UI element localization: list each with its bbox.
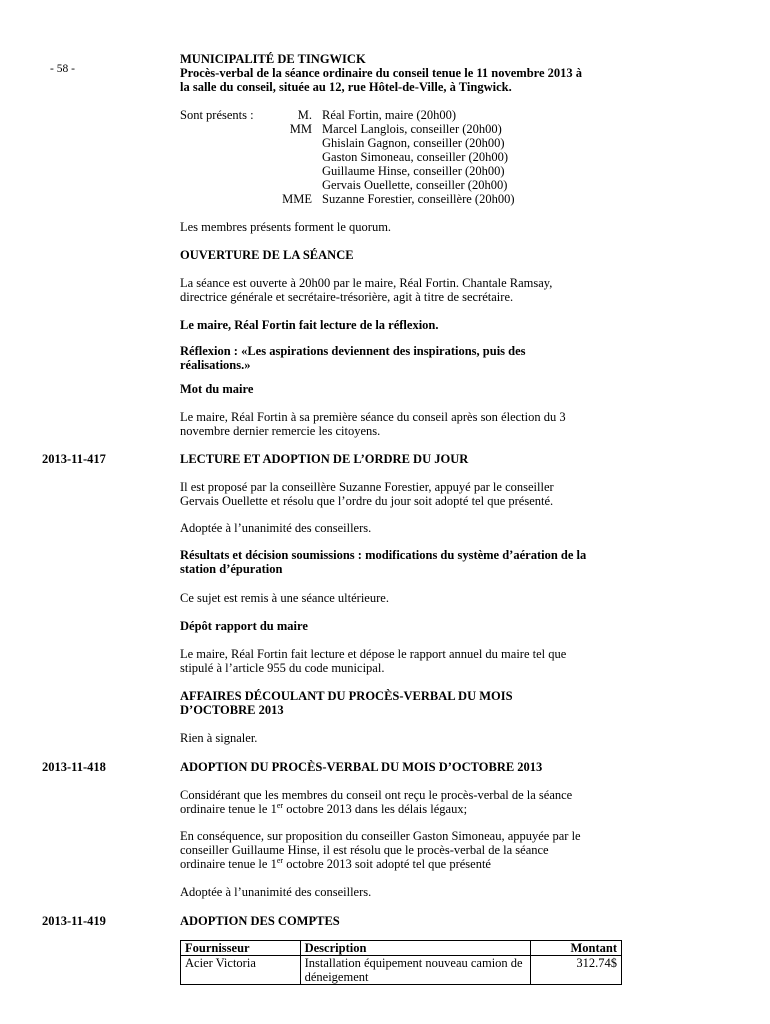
attendee-title: MM [289, 122, 312, 136]
attendee-name: Ghislain Gagnon, conseiller (20h00) [322, 136, 505, 150]
reflexion-line2: réalisations.» [180, 358, 251, 372]
affaires-heading-line2: D’OCTOBRE 2013 [180, 703, 284, 717]
attendee-name: Guillaume Hinse, conseiller (20h00) [322, 164, 505, 178]
accounts-table-header-row [181, 941, 622, 956]
res417-text-line2: Gervais Ouellette et résolu que l’ordre du jour soit adopté tel que présenté. [180, 494, 554, 508]
table-row [181, 956, 622, 985]
resolution-number-417: 2013-11-417 [42, 452, 106, 466]
column-header-fournisseur: Fournisseur [181, 941, 301, 956]
attendance-row [180, 136, 515, 150]
attendance-label-spacer [180, 150, 270, 164]
mot-maire-line1: Le maire, Réal Fortin à sa première séance du conseil après son élection du 3 [180, 410, 566, 424]
ouverture-heading: OUVERTURE DE LA SÉANCE [180, 248, 354, 262]
attendee-name: Gaston Simoneau, conseiller (20h00) [322, 150, 509, 164]
cell-fournisseur: Acier Victoria [181, 956, 301, 985]
depot-text-line1: Le maire, Réal Fortin fait lecture et dépose le rapport annuel du maire tel que [180, 647, 567, 661]
res419-heading: ADOPTION DES COMPTES [180, 914, 340, 928]
res417-heading: LECTURE ET ADOPTION DE L’ORDRE DU JOUR [180, 452, 469, 466]
attendee-title: M. [297, 108, 312, 122]
attendance-label-spacer [180, 122, 270, 136]
session-title-line2: la salle du conseil, située au 12, rue Hôtel-de-Ville, à Tingwick. [180, 80, 512, 94]
attendance-row [180, 164, 515, 178]
resolution-number-419: 2013-11-419 [42, 914, 106, 928]
page-number: - 58 - [50, 63, 75, 75]
soumissions-text: Ce sujet est remis à une séance ultérieure. [180, 591, 389, 605]
cell-montant: 312.74$ [531, 956, 622, 985]
attendee-name: Réal Fortin, maire (20h00) [322, 108, 456, 122]
attendee-title [270, 136, 322, 150]
attendance-label: Sont présents : [180, 108, 254, 122]
attendee-title [270, 150, 322, 164]
attendee-title [270, 178, 322, 192]
res417-text-line1: Il est proposé par la conseillère Suzanne Forestier, appuyé par le conseiller [180, 480, 554, 494]
ouverture-text-line1: La séance est ouverte à 20h00 par le maire, Réal Fortin. Chantale Ramsay, [180, 276, 553, 290]
quorum-text: Les membres présents forment le quorum. [180, 220, 392, 234]
depot-text-line2: stipulé à l’article 955 du code municipal. [180, 661, 385, 675]
res418-p2-line1: En conséquence, sur proposition du conseiller Gaston Simoneau, appuyée par le [180, 829, 581, 843]
res417-adopted: Adoptée à l’unanimité des conseillers. [180, 521, 372, 535]
attendee-name: Marcel Langlois, conseiller (20h00) [322, 122, 502, 136]
soumissions-heading-line1: Résultats et décision soumissions : modifications du système d’aération de la [180, 548, 587, 562]
res418-adopted: Adoptée à l’unanimité des conseillers. [180, 885, 372, 899]
municipality-title: MUNICIPALITÉ DE TINGWICK [180, 52, 366, 66]
attendee-title [270, 164, 322, 178]
attendance-table [180, 108, 515, 206]
affaires-text: Rien à signaler. [180, 731, 258, 745]
attendee-name: Suzanne Forestier, conseillère (20h00) [322, 192, 515, 206]
res418-p1-line1: Considérant que les membres du conseil ont reçu le procès-verbal de la séance [180, 788, 573, 802]
attendance-label-spacer [180, 164, 270, 178]
resolution-number-418: 2013-11-418 [42, 760, 106, 774]
reflexion-lecture: Le maire, Réal Fortin fait lecture de la réflexion. [180, 318, 439, 332]
attendance-row [180, 108, 515, 122]
res418-heading: ADOPTION DU PROCÈS-VERBAL DU MOIS D’OCTOBRE 2013 [180, 760, 543, 774]
attendance-label-spacer [180, 136, 270, 150]
mot-maire-heading: Mot du maire [180, 382, 254, 396]
attendee-name: Gervais Ouellette, conseiller (20h00) [322, 178, 508, 192]
depot-heading: Dépôt rapport du maire [180, 619, 308, 633]
attendance-label-spacer [180, 178, 270, 192]
res418-p2-line3: ordinaire tenue le 1er octobre 2013 soit adopté tel que présenté [180, 855, 491, 871]
attendance-row [180, 150, 515, 164]
column-header-description: Description [300, 941, 531, 956]
accounts-table [180, 940, 622, 985]
column-header-montant: Montant [531, 941, 622, 956]
attendee-title: MME [282, 192, 312, 206]
attendance-row [180, 192, 515, 206]
soumissions-heading-line2: station d’épuration [180, 562, 283, 576]
session-title-line1: Procès-verbal de la séance ordinaire du conseil tenue le 11 novembre 2013 à [180, 66, 583, 80]
attendance-row [180, 178, 515, 192]
attendance-label-spacer [180, 192, 270, 206]
res418-p1-line2: ordinaire tenue le 1er octobre 2013 dans les délais légaux; [180, 800, 468, 816]
cell-description: Installation équipement nouveau camion de déneigement [300, 956, 531, 985]
ouverture-text-line2: directrice générale et secrétaire-trésorière, agit à titre de secrétaire. [180, 290, 514, 304]
attendance-row [180, 122, 515, 136]
res418-p2-line2: conseiller Guillaume Hinse, il est résolu que le procès-verbal de la séance [180, 843, 549, 857]
reflexion-line1: Réflexion : «Les aspirations deviennent des inspirations, puis des [180, 344, 526, 358]
affaires-heading-line1: AFFAIRES DÉCOULANT DU PROCÈS-VERBAL DU MOIS [180, 689, 513, 703]
mot-maire-line2: novembre dernier remercie les citoyens. [180, 424, 381, 438]
